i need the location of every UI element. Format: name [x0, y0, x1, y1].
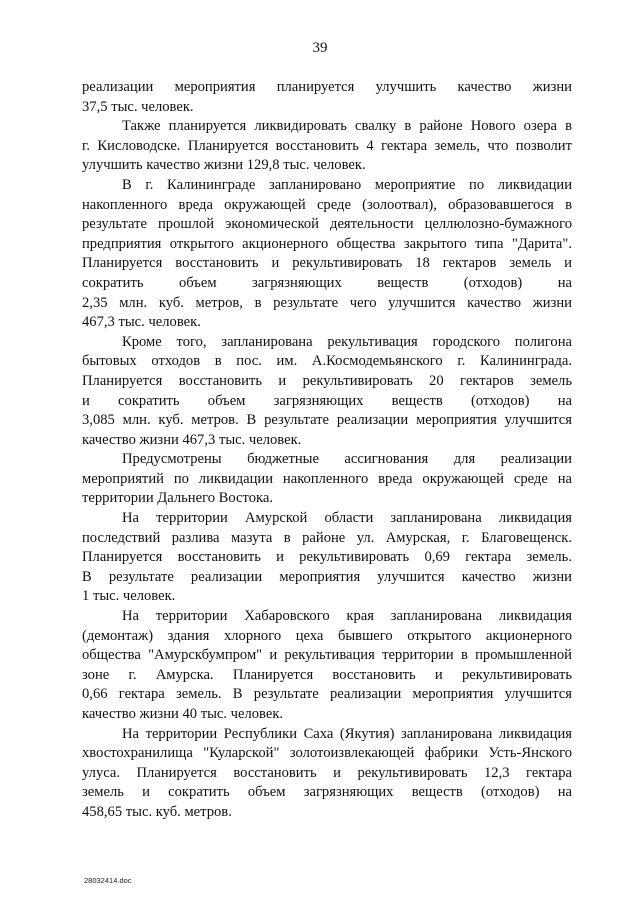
text-line: 1 тыс. человек.	[82, 588, 176, 605]
text-line: На территории Амурской области запланирована ликвидация	[122, 510, 572, 527]
text-line: 37,5 тыс. человек.	[82, 98, 194, 115]
text-line: и сократить объем загрязняющих веществ (отходов) на	[82, 392, 572, 409]
text-line: Планируется восстановить и рекультивировать 18 гектаров земель и	[82, 255, 572, 272]
text-line: сократить объем загрязняющих веществ (отходов) на	[82, 274, 572, 291]
text-line: 458,65 тыс. куб. метров.	[82, 803, 232, 820]
text-line: Предусмотрены бюджетные ассигнования для реализации	[122, 451, 572, 468]
text-line: Планируется восстановить и рекультивировать 20 гектаров земель	[82, 372, 572, 389]
text-line: мероприятий по ликвидации накопленного вреда окружающей среде на	[82, 470, 572, 487]
document-file-reference: 28032414.doc	[84, 876, 132, 885]
text-line: На территории Республики Саха (Якутия) запланирована ликвидация	[122, 725, 572, 742]
text-line: хвостохранилища "Куларской" золотоизвлекающей фабрики Усть-Янского	[82, 745, 572, 762]
text-line: последствий разлива мазута в районе ул. Амурская, г. Благовещенск.	[82, 529, 572, 546]
text-line: общества "Амурскбумпром" и рекультивация территории в промышленной	[82, 647, 572, 664]
text-line: бытовых отходов в пос. им. А.Космодемьянского г. Калининграда.	[82, 353, 572, 370]
text-line: зоне г. Амурска. Планируется восстановить и рекультивировать	[82, 666, 572, 683]
text-line: В г. Калининграде запланировано мероприятие по ликвидации	[122, 176, 572, 193]
text-line: земель и сократить объем загрязняющих веществ (отходов) на	[82, 784, 572, 801]
text-line: качество жизни 467,3 тыс. человек.	[82, 431, 302, 448]
page-number: 39	[312, 40, 328, 56]
text-line: 3,085 млн. куб. метров. В результате реализации мероприятия улучшится	[82, 412, 572, 429]
paragraph-5	[82, 450, 572, 509]
text-line: Кроме того, запланирована рекультивация городского полигона	[122, 333, 572, 350]
paragraph-7	[82, 607, 572, 725]
text-line: качество жизни 40 тыс. человек.	[82, 706, 284, 722]
text-line: результате прошлой экономической деятельности целлюлозно-бумажного	[82, 216, 572, 233]
text-line: На территории Хабаровского края запланирована ликвидация	[122, 608, 572, 625]
paragraph-3	[82, 176, 572, 333]
paragraph-6	[82, 509, 572, 607]
text-line: улучшить качество жизни 129,8 тыс. человек.	[82, 157, 366, 174]
text-line: 2,35 млн. куб. метров, в результате чего улучшится качество жизни	[82, 294, 572, 311]
text-line: реализации мероприятия планируется улучшить качество жизни	[82, 79, 572, 95]
paragraph-4	[82, 333, 572, 451]
text-line: Также планируется ликвидировать свалку в районе Нового озера в	[122, 118, 572, 135]
document-body	[82, 78, 572, 823]
text-line: предприятия открытого акционерного общества закрытого типа "Дарита".	[82, 235, 572, 252]
text-line: территории Дальнего Востока.	[82, 490, 274, 507]
text-line: улуса. Планируется восстановить и рекультивировать 12,3 гектара	[82, 764, 572, 781]
text-line: г. Кисловодске. Планируется восстановить 4 гектара земель, что позволит	[82, 137, 572, 154]
text-line: Планируется восстановить и рекультивировать 0,69 гектара земель.	[82, 549, 572, 566]
paragraph-2	[82, 117, 572, 176]
text-line: (демонтаж) здания хлорного цеха бывшего открытого акционерного	[82, 627, 572, 644]
text-line: В результате реализации мероприятия улучшится качество жизни	[82, 568, 572, 585]
text-line: накопленного вреда окружающей среде (золоотвал), образовавшегося в	[82, 196, 572, 213]
paragraph-8	[82, 725, 572, 823]
text-line: 467,3 тыс. человек.	[82, 314, 201, 331]
text-line: 0,66 гектара земель. В результате реализации мероприятия улучшится	[82, 686, 572, 703]
paragraph-1	[82, 78, 572, 117]
